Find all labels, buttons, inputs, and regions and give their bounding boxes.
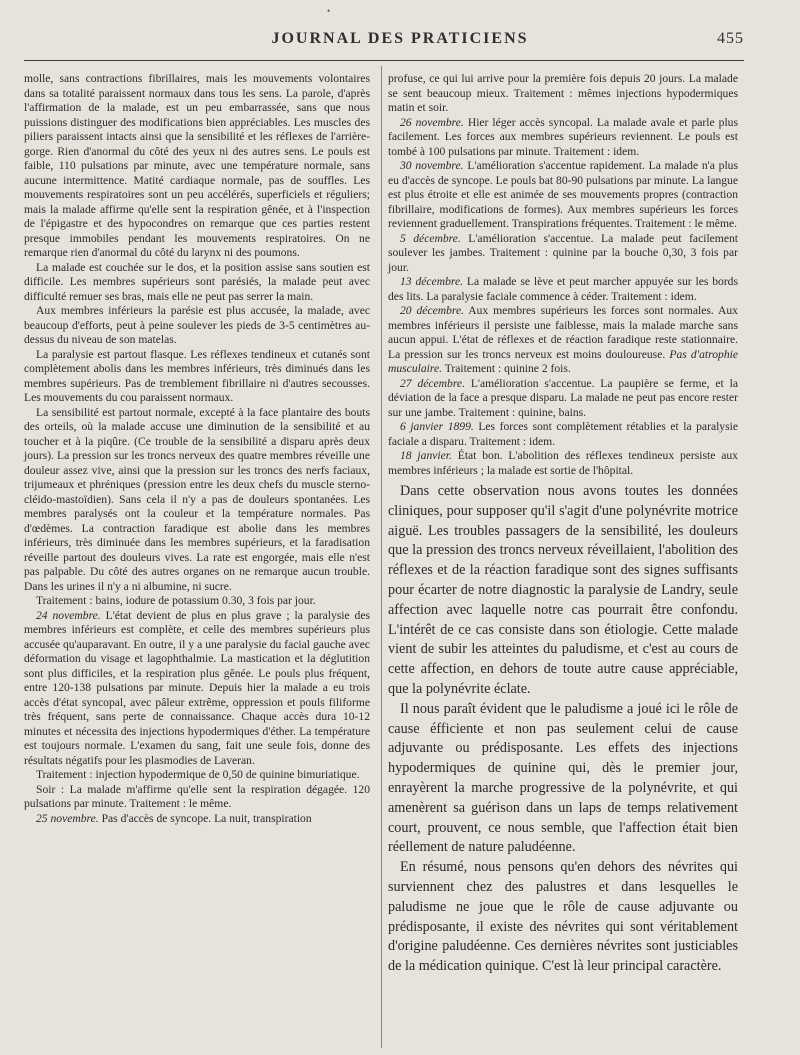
- page-number: 455: [717, 30, 744, 47]
- entry-date: 18 janvier.: [400, 449, 452, 462]
- entry-date: 25 novembre.: [36, 811, 99, 825]
- entry-text: Aux membres supérieurs les forces sont normales. Aux membres inférieurs il persiste une faiblesse, mais la malade marche sans aucun appui. L'état de réflexes et de réaction faradique reste stationnaire. La pression sur les troncs nerveux est moins douloureuse.: [388, 304, 738, 361]
- discussion-paragraph: Il nous paraît évident que le paludisme a joué ici le rôle de cause éfficiente et non pas seulement celui de cause adjuvante ou prédisposante. Les effets des injections hypodermiques de quinine qui, dès le premier jour, enrayèrent la marche progressive de la polynévrite, et qui amenèrent sa guérison dans un laps de temps relativement court, prouvent, ce nous semble, que l'affection était bien réellement de nature paludéenne.: [388, 700, 738, 856]
- paragraph: [388, 449, 738, 478]
- entry-date: 5 décembre.: [400, 231, 461, 245]
- entry-date: 20 décembre.: [400, 304, 465, 317]
- entry-text: Les forces sont complètement rétablies et la paralysie faciale a disparu. Traitement : idem.: [388, 420, 738, 448]
- paragraph: [388, 232, 738, 276]
- entry-date: 13 décembre.: [400, 275, 463, 288]
- paragraph: Traitement : injection hypodermique de 0,50 de quinine bimuriatique.: [36, 768, 360, 781]
- paragraph: La paralysie est partout flasque. Les réflexes tendineux et cutanés sont complètement abolis dans les membres inférieurs, très diminués dans les membres supérieurs. Pas de tremblement fibrillaire ni d'autres secousses. Les mouvements du cou paraissent normaux.: [24, 347, 370, 404]
- entry-emphasis: Pas d'atrophie musculaire.: [388, 347, 738, 375]
- left-column: [24, 72, 370, 826]
- entry-date: 30 novembre.: [400, 159, 464, 172]
- header-rule: [24, 60, 744, 61]
- paragraph: [24, 812, 370, 827]
- column-divider: [381, 66, 382, 1048]
- paragraph: Soir : La malade m'affirme qu'elle sent la respiration dégagée. 120 pulsations par minute. Traitement : le même.: [24, 782, 370, 810]
- entry-date: 26 novembre.: [400, 115, 464, 129]
- paragraph: [388, 377, 738, 421]
- paragraph: La sensibilité est partout normale, excepté à la face plantaire des bouts des orteils, où la malade accuse une diminution de la sensibilité et au toucher et à la piqûre. (Ce trouble de la sensibilité a disparu après deux jours). La pression sur les troncs nerveux des quatre membres réveille une douleur assez vive, ainsi que la pression sur les troncs des nerfs faciaux, trijumeaux et phréniques (pression entre les deux chefs du muscle sterno-cléido-mastoïdien). Sans cela il n'y a pas de douleurs spontanées. Les membres paralysés ont la couleur et la température normales. Pas d'œdèmes. La contraction faradique est abolie dans les membres inférieurs, très diminuée dans les membres supérieurs, et la faradisation réveille partout des douleurs vives. La rate est engorgée, mais elle n'est pas palpable. Du côté des autres organes on ne remarque aucun trouble. Dans les urines il n'y a ni albumine, ni sucre.: [24, 405, 370, 593]
- paragraph: Aux membres inférieurs la parésie est plus accusée, la malade, avec beaucoup d'efforts, peut à peine soulever les pieds de 3-5 centimètres au-dessus du niveau de son matelas.: [24, 304, 370, 346]
- journal-title: JOURNAL DES PRATICIENS: [271, 30, 529, 47]
- entry-text: Hier léger accès syncopal. La malade avale et parle plus facilement. Les forces aux membres supérieurs reviennent. Le pouls est tombé à 100 pulsations par minute. Traitement : idem.: [388, 115, 738, 158]
- paragraph: [388, 304, 738, 377]
- entry-date: 24 novembre.: [36, 608, 101, 622]
- paragraph: [24, 609, 370, 769]
- paragraph: [388, 420, 738, 449]
- paragraph: Traitement : bains, iodure de potassium 0.30, 3 fois par jour.: [36, 594, 316, 607]
- entry-text: La malade se lève et peut marcher appuyée sur les bords des lits. La paralysie faciale commence à céder. Traitement : idem.: [388, 275, 738, 303]
- paragraph: molle, sans contractions fibrillaires, mais les mouvements volontaires dans sa totalité paraissent normaux dans tous les sens. La parole, d'après l'affirmation de la malade, est un peu embarrassée, sans que nous puissions distinguer des modifications bien appréciables. Les muscles des piliers paraissent intacts ainsi que la sensibilité et les réflexes de l'arrière-gorge. Rien d'anormal du côté des yeux ni des autres sens. Le pouls est faible, 110 pulsations par minute, avec une température normale, sans aucune intermittence. Matité cardiaque normale, pas de souffles. Les mouvements respiratoires sont un peu accélérés, superficiels et réguliers; mais la malade affirme qu'elle sent la respiration gênée, et à l'inspection de l'épigastre et des hypocondres on remarque que ces parties restent presque immobiles pendant les mouvements respiratoires. On ne remarque rien d'anormal du côté du larynx ni des poumons.: [24, 72, 370, 259]
- entry-date: 27 décembre.: [400, 376, 465, 390]
- paragraph: [388, 116, 738, 160]
- entry-text: L'amélioration s'accentue. La paupière se ferme, et la déviation de la face a presque disparu. La malade ne peut pas encore rester sur une jambe. Traitement : quinine, bains.: [388, 376, 738, 419]
- discussion-paragraph: Dans cette observation nous avons toutes les données cliniques, pour supposer qu'il s'agit d'une polynévrite motrice aiguë. Les troubles passagers de la sensibilité, les douleurs que la pression des troncs nerveux réveillaient, l'abolition des réflexes et de la réaction faradique sont des signes suffisants pour écarter de notre diagnostic la paralysie de Landry, seule affection avec laquelle notre cas pourrait être confondu. L'intérêt de ce cas consiste dans son étiologie. Cette malade vient de subir les atteintes du paludisme, et c'est au cours de cette affection, en dehors de toute autre cause appréciable, que la polynévrite éclate.: [388, 483, 738, 697]
- entry-text: L'état devient de plus en plus grave ; la paralysie des membres inférieurs est complète, et celle des membres supérieurs plus accusée qu'auparavant. En outre, il y a une paralysie du facial gauche avec déformation du visage et lagophthalmie. La mastication et la déglutition sont plus difficiles, et la respiration plus gênée. Le pouls plus fréquent, entre 120-138 pulsations par minute. Depuis hier la malade a eu trois accès d'état syncopal, avec pâleur extrême, oppression et pouls filiforme très fréquent, sans perte de connaissance. Chaque accès dura 10-12 minutes et nécessita des injections hypodermiques d'éther. La température est toujours normale. L'examen du sang, fait une seule fois, donne des résultats négatifs pour les plasmodies de Laveran.: [24, 608, 370, 767]
- paragraph: La malade est couchée sur le dos, et la position assise sans soutien est difficile. Les membres supérieurs sont parésiés, la malade peut avec difficulté remuer ses bras, mais elle ne peut pas serrer la main.: [24, 260, 370, 303]
- paragraph: [388, 159, 738, 232]
- page-header: [0, 30, 800, 54]
- print-dot: •: [327, 6, 331, 16]
- entry-text: Traitement : quinine 2 fois.: [442, 362, 571, 375]
- entry-text: État bon. L'abolition des réflexes tendineux persiste aux membres inférieurs ; la malade est sortie de l'hôpital.: [388, 449, 738, 477]
- right-column: [388, 72, 738, 977]
- entry-date: 6 janvier 1899.: [400, 420, 474, 433]
- paragraph: profuse, ce qui lui arrive pour la première fois depuis 20 jours. La malade se sent beaucoup mieux. Traitement : mêmes injections hypodermiques matin et soir.: [388, 72, 738, 114]
- paragraph: [388, 275, 738, 304]
- entry-text: L'amélioration s'accentue rapidement. La malade n'a plus eu d'accès de syncope. Le pouls bat 80-90 pulsations par minute. La langue est plus étroite et elle est animée de ses mouvements propres (contraction fibrillaire, modifications de formes). Aux membres supérieurs les forces reviennent graduellement. Transpirations fréquentes. Traitement : le même.: [388, 159, 738, 230]
- entry-text: L'amélioration s'accentue. La malade peut facilement soulever les jambes. Traitement : quinine par la bouche 0,30, 3 fois par jour.: [388, 231, 738, 274]
- discussion-paragraph: En résumé, nous pensons qu'en dehors des névrites qui surviennent chez des palustres et dans lesquelles le paludisme ne joue que le rôle de cause adjuvante ou prédisposante, il existe des névrites qui sont véritablement d'origine paludéenne. Ces dernières névrites sont justiciables de la médication quinique. C'est là leur principal caractère.: [388, 859, 738, 975]
- entry-text: Pas d'accès de syncope. La nuit, transpiration: [98, 811, 312, 825]
